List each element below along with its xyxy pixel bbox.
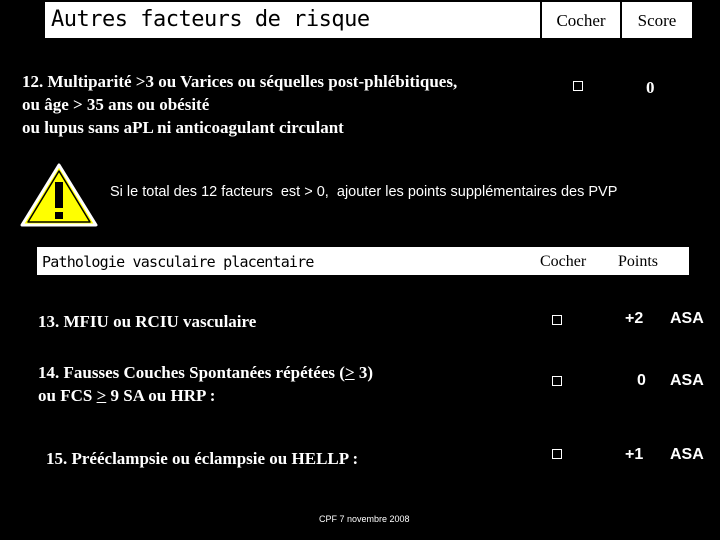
- item-14-checkbox[interactable]: [552, 376, 562, 386]
- item-14-points: 0: [637, 372, 646, 389]
- item-14-text: [38, 361, 373, 407]
- item-12-line-2: ou âge > 35 ans ou obésité: [22, 95, 210, 114]
- item-13-asa: ASA: [670, 310, 704, 327]
- pvp-header-box: [36, 246, 690, 276]
- item-15-checkbox[interactable]: [552, 449, 562, 459]
- item-15-text: 15. Prééclampsie ou éclampsie ou HELLP :: [46, 449, 359, 468]
- item-15-asa: ASA: [670, 446, 704, 463]
- item-13-text: 13. MFIU ou RCIU vasculaire: [38, 312, 257, 331]
- cocher-column-header: Cocher: [541, 1, 621, 39]
- page-title: Autres facteurs de risque: [51, 7, 370, 32]
- warning-message: Si le total des 12 facteurs est > 0, ajouter les points supplémentaires des PVP: [110, 184, 618, 200]
- title-box: [44, 1, 541, 39]
- item-13-points: +2: [625, 310, 644, 327]
- item-12-checkbox[interactable]: [573, 81, 583, 91]
- pvp-cocher-header: Cocher: [540, 253, 587, 270]
- item-12-line-1: 12. Multiparité >3 ou Varices ou séquelles post-phlébitiques,: [22, 72, 458, 91]
- item-14-line-2: ou FCS > 9 SA ou HRP :: [38, 386, 216, 405]
- warning-triangle-icon: [20, 162, 98, 228]
- item-12-score: 0: [646, 78, 655, 97]
- item-14-asa: ASA: [670, 372, 704, 389]
- pvp-title: Pathologie vasculaire placentaire: [42, 253, 314, 271]
- item-12-line-3: ou lupus sans aPL ni anticoagulant circulant: [22, 118, 344, 137]
- item-15-points: +1: [625, 446, 644, 463]
- item-13-checkbox[interactable]: [552, 315, 562, 325]
- score-column-header: Score: [621, 1, 693, 39]
- footer-note: CPF 7 novembre 2008: [319, 514, 410, 524]
- pvp-points-header: Points: [618, 253, 659, 270]
- item-12-text: [22, 70, 562, 139]
- item-14-line-1: 14. Fausses Couches Spontanées répétées (> 3): [38, 363, 374, 382]
